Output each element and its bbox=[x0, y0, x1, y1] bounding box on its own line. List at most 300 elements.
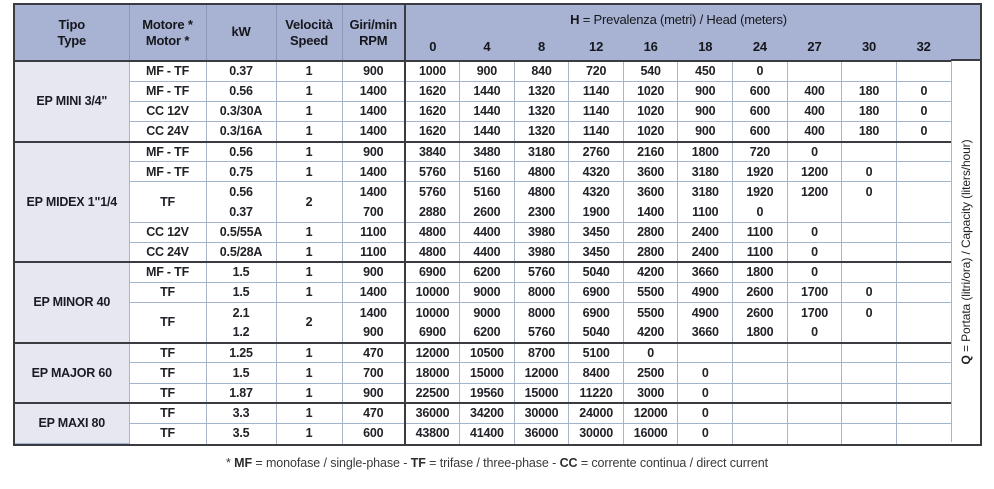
capacity-cell: 1020 bbox=[623, 81, 678, 101]
capacity-cell: 2400 bbox=[678, 222, 733, 242]
kw-cell: 0.56 bbox=[206, 142, 276, 162]
capacity-cell: 8700 bbox=[514, 343, 569, 363]
rpm-cell: 470 bbox=[342, 403, 405, 423]
capacity-cell bbox=[842, 262, 897, 282]
rpm-cell: 1400 bbox=[342, 81, 405, 101]
capacity-cell: 600 bbox=[733, 101, 788, 121]
capacity-cell: 3450 bbox=[569, 222, 624, 242]
capacity-cell: 3980 bbox=[514, 242, 569, 262]
capacity-cell: 5760 bbox=[514, 323, 569, 343]
motor-cell: MF - TF bbox=[129, 61, 206, 81]
capacity-cell: 1100 bbox=[733, 222, 788, 242]
capacity-cell: 5040 bbox=[569, 262, 624, 282]
capacity-axis-label bbox=[959, 139, 973, 364]
capacity-cell bbox=[896, 423, 951, 443]
motor-cell: MF - TF bbox=[129, 81, 206, 101]
capacity-cell: 3000 bbox=[623, 383, 678, 403]
capacity-cell: 1400 bbox=[623, 202, 678, 222]
capacity-cell: 1140 bbox=[569, 101, 624, 121]
capacity-cell: 4900 bbox=[678, 282, 733, 302]
capacity-cell bbox=[842, 363, 897, 383]
capacity-cell bbox=[896, 142, 951, 162]
table-row bbox=[15, 423, 951, 443]
capacity-cell bbox=[787, 423, 842, 443]
head-meters-title bbox=[405, 5, 951, 35]
capacity-cell: 5760 bbox=[405, 162, 460, 182]
capacity-cell bbox=[896, 262, 951, 282]
table-row bbox=[15, 343, 951, 363]
kw-cell: 2.1 bbox=[206, 303, 276, 323]
col-header-rpm-line2: RPM bbox=[359, 32, 388, 48]
capacity-cell bbox=[842, 61, 897, 81]
table-row bbox=[15, 101, 951, 121]
capacity-cell: 1440 bbox=[460, 121, 515, 141]
capacity-cell: 0 bbox=[896, 101, 951, 121]
kw-cell: 1.5 bbox=[206, 363, 276, 383]
footnote-segment: CC bbox=[559, 456, 578, 470]
capacity-cell bbox=[733, 343, 788, 363]
kw-cell: 0.56 bbox=[206, 81, 276, 101]
capacity-cell bbox=[896, 343, 951, 363]
section-type-cell: EP MIDEX 1"1/4 bbox=[15, 142, 129, 263]
pump-spec-table bbox=[15, 5, 951, 444]
col-header-motor-line1: Motore * bbox=[142, 16, 193, 32]
capacity-cell: 6900 bbox=[405, 323, 460, 343]
capacity-cell: 8000 bbox=[514, 303, 569, 323]
capacity-cell: 900 bbox=[678, 81, 733, 101]
capacity-cell: 0 bbox=[842, 162, 897, 182]
q-column-header-band bbox=[951, 5, 980, 61]
capacity-cell: 2880 bbox=[405, 202, 460, 222]
rpm-cell: 900 bbox=[342, 262, 405, 282]
kw-cell: 0.37 bbox=[206, 202, 276, 222]
capacity-cell bbox=[896, 162, 951, 182]
capacity-cell: 2300 bbox=[514, 202, 569, 222]
capacity-cell: 180 bbox=[842, 81, 897, 101]
speed-cell: 1 bbox=[276, 142, 342, 162]
capacity-cell bbox=[842, 242, 897, 262]
motor-cell: CC 12V bbox=[129, 222, 206, 242]
kw-cell: 0.5/55A bbox=[206, 222, 276, 242]
capacity-cell bbox=[842, 202, 897, 222]
capacity-cell bbox=[733, 423, 788, 443]
head-title-rest: = Prevalenza (metri) / Head (meters) bbox=[579, 11, 787, 27]
capacity-cell: 5160 bbox=[460, 162, 515, 182]
kw-cell: 3.3 bbox=[206, 403, 276, 423]
capacity-cell: 1320 bbox=[514, 101, 569, 121]
capacity-cell: 1700 bbox=[787, 282, 842, 302]
kw-cell: 1.25 bbox=[206, 343, 276, 363]
capacity-cell: 4400 bbox=[460, 222, 515, 242]
kw-cell: 1.5 bbox=[206, 262, 276, 282]
table-row bbox=[15, 182, 951, 202]
capacity-cell: 2600 bbox=[733, 282, 788, 302]
capacity-cell: 36000 bbox=[405, 403, 460, 423]
motor-cell: CC 12V bbox=[129, 101, 206, 121]
rpm-cell: 900 bbox=[342, 383, 405, 403]
capacity-cell: 0 bbox=[733, 61, 788, 81]
speed-cell: 1 bbox=[276, 121, 342, 141]
capacity-cell: 840 bbox=[514, 61, 569, 81]
head-value-18: 18 bbox=[678, 35, 733, 61]
capacity-cell bbox=[733, 383, 788, 403]
rpm-cell: 600 bbox=[342, 423, 405, 443]
capacity-cell: 0 bbox=[896, 121, 951, 141]
capacity-cell: 450 bbox=[678, 61, 733, 81]
motor-cell: TF bbox=[129, 182, 206, 222]
capacity-cell: 0 bbox=[787, 323, 842, 343]
capacity-cell: 0 bbox=[787, 142, 842, 162]
capacity-cell: 1140 bbox=[569, 81, 624, 101]
kw-cell: 1.87 bbox=[206, 383, 276, 403]
capacity-cell: 1100 bbox=[678, 202, 733, 222]
capacity-cell: 24000 bbox=[569, 403, 624, 423]
capacity-cell: 5040 bbox=[569, 323, 624, 343]
head-value-16: 16 bbox=[623, 35, 678, 61]
capacity-cell bbox=[842, 142, 897, 162]
capacity-cell: 9000 bbox=[460, 282, 515, 302]
capacity-cell: 720 bbox=[733, 142, 788, 162]
head-value-32: 32 bbox=[896, 35, 951, 61]
capacity-cell: 1320 bbox=[514, 81, 569, 101]
capacity-cell: 34200 bbox=[460, 403, 515, 423]
footnote-segment: MF bbox=[234, 456, 253, 470]
capacity-cell: 0 bbox=[678, 423, 733, 443]
capacity-cell: 540 bbox=[623, 61, 678, 81]
capacity-cell: 1140 bbox=[569, 121, 624, 141]
kw-cell: 3.5 bbox=[206, 423, 276, 443]
capacity-cell: 1800 bbox=[733, 262, 788, 282]
capacity-cell: 4800 bbox=[405, 222, 460, 242]
footnote-segment: = monofase / single-phase - bbox=[252, 456, 411, 470]
capacity-cell: 12000 bbox=[623, 403, 678, 423]
capacity-cell: 900 bbox=[678, 101, 733, 121]
rpm-cell: 900 bbox=[342, 142, 405, 162]
rpm-cell: 1400 bbox=[342, 121, 405, 141]
capacity-cell: 19560 bbox=[460, 383, 515, 403]
kw-cell: 1.2 bbox=[206, 323, 276, 343]
kw-cell: 0.3/16A bbox=[206, 121, 276, 141]
capacity-cell: 12000 bbox=[405, 343, 460, 363]
capacity-cell: 3600 bbox=[623, 182, 678, 202]
table-header bbox=[15, 5, 951, 61]
kw-cell: 0.5/28A bbox=[206, 242, 276, 262]
speed-cell: 1 bbox=[276, 423, 342, 443]
capacity-cell: 12000 bbox=[514, 363, 569, 383]
table-row bbox=[15, 303, 951, 323]
rpm-cell: 1400 bbox=[342, 101, 405, 121]
table-row bbox=[15, 142, 951, 162]
capacity-cell: 4800 bbox=[514, 162, 569, 182]
table-row bbox=[15, 162, 951, 182]
capacity-cell: 3180 bbox=[678, 162, 733, 182]
capacity-cell bbox=[787, 202, 842, 222]
capacity-cell: 4320 bbox=[569, 162, 624, 182]
capacity-cell: 900 bbox=[460, 61, 515, 81]
capacity-cell: 6900 bbox=[569, 282, 624, 302]
capacity-cell: 3660 bbox=[678, 262, 733, 282]
capacity-cell: 2800 bbox=[623, 222, 678, 242]
col-header-speed-line2: Speed bbox=[289, 32, 328, 48]
col-header-rpm-line1: Giri/min bbox=[349, 16, 398, 32]
capacity-cell: 16000 bbox=[623, 423, 678, 443]
head-value-24: 24 bbox=[733, 35, 788, 61]
capacity-cell: 0 bbox=[896, 81, 951, 101]
capacity-cell: 3980 bbox=[514, 222, 569, 242]
header-row-top bbox=[15, 5, 951, 35]
motor-cell: MF - TF bbox=[129, 262, 206, 282]
rpm-cell: 900 bbox=[342, 323, 405, 343]
col-header-type-line2: Type bbox=[57, 32, 87, 48]
capacity-cell: 11220 bbox=[569, 383, 624, 403]
motor-cell: TF bbox=[129, 403, 206, 423]
capacity-cell: 180 bbox=[842, 101, 897, 121]
rpm-cell: 1100 bbox=[342, 242, 405, 262]
capacity-cell: 4400 bbox=[460, 242, 515, 262]
capacity-cell bbox=[842, 383, 897, 403]
capacity-cell: 4900 bbox=[678, 303, 733, 323]
col-header-rpm bbox=[342, 5, 405, 61]
capacity-cell bbox=[678, 343, 733, 363]
capacity-cell bbox=[842, 323, 897, 343]
capacity-cell: 8000 bbox=[514, 282, 569, 302]
speed-cell: 1 bbox=[276, 162, 342, 182]
capacity-cell: 0 bbox=[842, 282, 897, 302]
speed-cell: 1 bbox=[276, 282, 342, 302]
rpm-cell: 700 bbox=[342, 202, 405, 222]
rpm-cell: 1400 bbox=[342, 182, 405, 202]
motor-cell: TF bbox=[129, 303, 206, 343]
col-header-speed bbox=[276, 5, 342, 61]
q-capacity-column bbox=[951, 5, 980, 444]
capacity-cell: 22500 bbox=[405, 383, 460, 403]
capacity-cell bbox=[896, 383, 951, 403]
capacity-cell bbox=[896, 282, 951, 302]
capacity-cell bbox=[896, 222, 951, 242]
capacity-cell: 720 bbox=[569, 61, 624, 81]
table-row bbox=[15, 383, 951, 403]
capacity-cell: 1020 bbox=[623, 121, 678, 141]
capacity-cell: 10500 bbox=[460, 343, 515, 363]
capacity-cell bbox=[842, 222, 897, 242]
footnote-segment: TF bbox=[410, 456, 426, 470]
footnote-segment: = trifase / three-phase - bbox=[425, 456, 560, 470]
head-value-30: 30 bbox=[842, 35, 897, 61]
kw-cell: 1.5 bbox=[206, 282, 276, 302]
capacity-cell: 2600 bbox=[733, 303, 788, 323]
table-row bbox=[15, 363, 951, 383]
motor-cell: TF bbox=[129, 423, 206, 443]
capacity-cell: 4800 bbox=[514, 182, 569, 202]
speed-cell: 1 bbox=[276, 262, 342, 282]
table-row bbox=[15, 262, 951, 282]
capacity-cell: 15000 bbox=[514, 383, 569, 403]
rpm-cell: 700 bbox=[342, 363, 405, 383]
col-header-motor-line2: Motor * bbox=[145, 32, 190, 48]
capacity-cell bbox=[842, 423, 897, 443]
capacity-cell: 0 bbox=[787, 242, 842, 262]
capacity-cell: 4200 bbox=[623, 262, 678, 282]
capacity-cell: 2160 bbox=[623, 142, 678, 162]
rpm-cell: 1400 bbox=[342, 162, 405, 182]
capacity-cell: 1900 bbox=[569, 202, 624, 222]
capacity-cell: 6200 bbox=[460, 262, 515, 282]
capacity-cell: 9000 bbox=[460, 303, 515, 323]
capacity-cell: 600 bbox=[733, 121, 788, 141]
capacity-cell: 30000 bbox=[514, 403, 569, 423]
capacity-cell: 43800 bbox=[405, 423, 460, 443]
capacity-cell: 0 bbox=[678, 383, 733, 403]
head-value-0: 0 bbox=[405, 35, 460, 61]
kw-cell: 0.75 bbox=[206, 162, 276, 182]
capacity-cell: 1920 bbox=[733, 182, 788, 202]
capacity-cell: 1100 bbox=[733, 242, 788, 262]
capacity-cell: 4200 bbox=[623, 323, 678, 343]
capacity-cell bbox=[896, 61, 951, 81]
motor-cell: TF bbox=[129, 383, 206, 403]
speed-cell: 2 bbox=[276, 303, 342, 343]
capacity-cell: 1440 bbox=[460, 101, 515, 121]
capacity-cell: 1620 bbox=[405, 81, 460, 101]
capacity-cell: 4320 bbox=[569, 182, 624, 202]
capacity-cell: 0 bbox=[842, 303, 897, 323]
col-header-speed-line1: Velocità bbox=[285, 16, 333, 32]
head-title-bold: H bbox=[570, 11, 580, 27]
capacity-cell: 0 bbox=[842, 182, 897, 202]
motor-cell: CC 24V bbox=[129, 242, 206, 262]
capacity-cell: 41400 bbox=[460, 423, 515, 443]
table-row bbox=[15, 222, 951, 242]
col-header-kw-label: kW bbox=[231, 24, 251, 40]
capacity-cell: 3600 bbox=[623, 162, 678, 182]
capacity-cell: 180 bbox=[842, 121, 897, 141]
capacity-cell: 2760 bbox=[569, 142, 624, 162]
capacity-cell: 1000 bbox=[405, 61, 460, 81]
capacity-cell bbox=[787, 403, 842, 423]
kw-cell: 0.56 bbox=[206, 182, 276, 202]
capacity-cell: 1200 bbox=[787, 182, 842, 202]
rpm-cell: 1100 bbox=[342, 222, 405, 242]
capacity-cell: 5500 bbox=[623, 282, 678, 302]
capacity-cell bbox=[733, 363, 788, 383]
col-header-type bbox=[15, 5, 129, 61]
capacity-cell bbox=[787, 383, 842, 403]
capacity-cell: 2600 bbox=[460, 202, 515, 222]
capacity-cell bbox=[896, 242, 951, 262]
capacity-cell: 3180 bbox=[514, 142, 569, 162]
speed-cell: 2 bbox=[276, 182, 342, 222]
capacity-cell: 5100 bbox=[569, 343, 624, 363]
capacity-cell: 6900 bbox=[569, 303, 624, 323]
capacity-cell: 5760 bbox=[514, 262, 569, 282]
head-value-12: 12 bbox=[569, 35, 624, 61]
motor-cell: TF bbox=[129, 343, 206, 363]
section-type-cell: EP MAXI 80 bbox=[15, 403, 129, 443]
capacity-cell: 10000 bbox=[405, 303, 460, 323]
capacity-cell: 30000 bbox=[569, 423, 624, 443]
capacity-label-bold: Q bbox=[959, 354, 973, 364]
footnote bbox=[0, 456, 994, 470]
kw-cell: 0.37 bbox=[206, 61, 276, 81]
capacity-cell bbox=[896, 202, 951, 222]
capacity-cell: 8400 bbox=[569, 363, 624, 383]
speed-cell: 1 bbox=[276, 363, 342, 383]
capacity-cell: 1440 bbox=[460, 81, 515, 101]
speed-cell: 1 bbox=[276, 383, 342, 403]
capacity-cell: 600 bbox=[733, 81, 788, 101]
section-type-cell: EP MAJOR 60 bbox=[15, 343, 129, 403]
capacity-cell: 3450 bbox=[569, 242, 624, 262]
capacity-cell: 10000 bbox=[405, 282, 460, 302]
table-row bbox=[15, 282, 951, 302]
capacity-cell: 6900 bbox=[405, 262, 460, 282]
capacity-cell: 1700 bbox=[787, 303, 842, 323]
col-header-motor bbox=[129, 5, 206, 61]
table-row bbox=[15, 403, 951, 423]
speed-cell: 1 bbox=[276, 242, 342, 262]
capacity-cell: 400 bbox=[787, 81, 842, 101]
capacity-cell bbox=[787, 343, 842, 363]
capacity-cell: 4800 bbox=[405, 242, 460, 262]
capacity-cell: 0 bbox=[678, 363, 733, 383]
capacity-cell: 0 bbox=[787, 222, 842, 242]
capacity-cell: 0 bbox=[623, 343, 678, 363]
capacity-cell: 2800 bbox=[623, 242, 678, 262]
motor-cell: TF bbox=[129, 282, 206, 302]
capacity-cell: 900 bbox=[678, 121, 733, 141]
capacity-cell: 1320 bbox=[514, 121, 569, 141]
capacity-cell bbox=[842, 403, 897, 423]
capacity-cell: 1620 bbox=[405, 101, 460, 121]
rpm-cell: 1400 bbox=[342, 282, 405, 302]
capacity-cell: 1620 bbox=[405, 121, 460, 141]
speed-cell: 1 bbox=[276, 61, 342, 81]
capacity-cell: 1920 bbox=[733, 162, 788, 182]
capacity-cell bbox=[896, 303, 951, 323]
section-type-cell: EP MINI 3/4" bbox=[15, 61, 129, 142]
table-body bbox=[15, 61, 951, 444]
speed-cell: 1 bbox=[276, 343, 342, 363]
capacity-cell: 18000 bbox=[405, 363, 460, 383]
capacity-cell: 1200 bbox=[787, 162, 842, 182]
motor-cell: MF - TF bbox=[129, 162, 206, 182]
capacity-cell: 400 bbox=[787, 121, 842, 141]
capacity-cell: 2400 bbox=[678, 242, 733, 262]
footnote-segment: = corrente continua / direct current bbox=[577, 456, 768, 470]
capacity-cell bbox=[787, 61, 842, 81]
capacity-cell: 1020 bbox=[623, 101, 678, 121]
speed-cell: 1 bbox=[276, 403, 342, 423]
col-header-type-line1: Tipo bbox=[58, 16, 85, 32]
capacity-cell: 36000 bbox=[514, 423, 569, 443]
table-row bbox=[15, 61, 951, 81]
capacity-cell: 5160 bbox=[460, 182, 515, 202]
capacity-cell: 5760 bbox=[405, 182, 460, 202]
capacity-cell bbox=[733, 403, 788, 423]
section-type-cell: EP MINOR 40 bbox=[15, 262, 129, 343]
speed-cell: 1 bbox=[276, 101, 342, 121]
capacity-cell bbox=[896, 403, 951, 423]
rpm-cell: 470 bbox=[342, 343, 405, 363]
capacity-cell: 0 bbox=[678, 403, 733, 423]
kw-cell: 0.3/30A bbox=[206, 101, 276, 121]
table-row bbox=[15, 81, 951, 101]
capacity-cell: 0 bbox=[787, 262, 842, 282]
motor-cell: TF bbox=[129, 363, 206, 383]
capacity-cell: 0 bbox=[733, 202, 788, 222]
capacity-cell bbox=[896, 363, 951, 383]
spec-table-frame bbox=[13, 3, 982, 446]
